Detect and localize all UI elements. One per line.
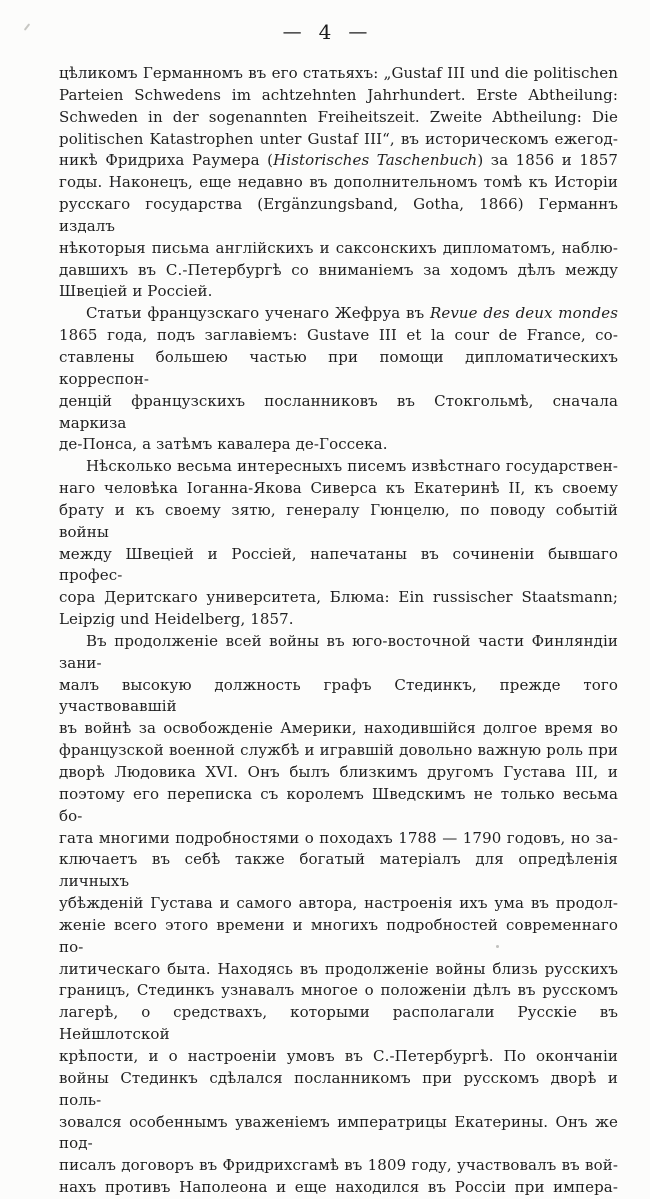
text-line: Parteien Schwedens im achtzehnten Jahrhundert. Erste Abtheilung:	[59, 85, 618, 104]
text-line: 1865 года, подъ заглавіемъ: Gustave III et la cour de France, со-	[59, 326, 618, 345]
text-line: между Швеціей и Россіей, напечатаны въ сочиненіи бывшаго профес-	[59, 544, 618, 585]
text-line: давшихъ въ С.-Петербургѣ со вниманіемъ за ходомъ дѣлъ между	[59, 260, 618, 279]
text-line: войны Стединкъ сдѣлался посланникомъ при русскомъ дворѣ и поль-	[59, 1068, 618, 1109]
text-line: зовался особеннымъ уваженіемъ императрицы Екатерины. Онъ же под-	[59, 1112, 618, 1153]
paragraph	[59, 456, 618, 631]
text-line: де-Понса, а затѣмъ кавалера де-Госсека.	[59, 435, 388, 454]
text-line: никѣ Фридриха Раумера (Historisches Taschenbuch) за 1856 и 1857	[59, 151, 618, 170]
page-number: 4	[318, 20, 332, 44]
text-line: ставлены большею частью при помощи дипломатическихъ корреспон-	[59, 347, 618, 388]
paragraph	[59, 63, 618, 303]
text-line: въ войнѣ за освобожденіе Америки, находившійся долгое время во	[59, 719, 618, 738]
text-line: сора Деритскаго университета, Блюма: Ein russischer Staatsmann;	[59, 588, 618, 607]
text-line: французской военной службѣ и игравшій довольно важную роль при	[59, 741, 618, 760]
text-line: Статьи французскаго ученаго Жефруа въ Revue des deux mondes	[86, 304, 618, 323]
text-line: Швеціей и Россіей.	[59, 282, 213, 301]
text-line: Schweden in der sogenannten Freiheitszeit. Zweite Abtheilung: Die	[59, 107, 618, 126]
text-line: Leipzig und Heidelberg, 1857.	[59, 610, 294, 629]
header-dash-left: —	[282, 21, 302, 43]
text-line: женіе всего этого времени и многихъ подробностей современнаго по-	[59, 915, 618, 956]
text-line: поэтому его переписка съ королемъ Шведскимъ не только весьма бо-	[59, 784, 618, 825]
paragraph	[59, 631, 618, 1199]
scan-speck	[496, 945, 499, 948]
text-line: денцій французскихъ посланниковъ въ Стокгольмѣ, сначала маркиза	[59, 391, 618, 432]
text-line: цѣликомъ Германномъ въ его статьяхъ: „Gustaf III und die politischen	[59, 64, 618, 82]
text-line: границъ, Стединкъ узнавалъ многое о положеніи дѣлъ въ русскомъ	[59, 981, 618, 1000]
text-line: Въ продолженіе всей войны въ юго-восточной части Финляндіи зани-	[59, 631, 618, 672]
paragraph	[59, 303, 618, 456]
text-line: писалъ договоръ въ Фридрихсгамѣ въ 1809 году, участвовалъ въ вой-	[59, 1156, 618, 1175]
text-line: politischen Katastrophen unter Gustaf III“, въ историческомъ ежегод-	[59, 129, 618, 148]
text-line: наго человѣка Іоганна-Якова Сиверса къ Екатеринѣ II, къ своему	[59, 479, 618, 498]
text-line: литическаго быта. Находясь въ продолженіе войны близь русскихъ	[59, 959, 618, 978]
text-line: годы. Наконецъ, еще недавно въ дополнительномъ томѣ къ Исторіи	[59, 173, 618, 192]
text-block	[59, 63, 618, 1199]
text-line: Нѣсколько весьма интересныхъ писемъ извѣстнаго государствен-	[86, 457, 618, 476]
text-line: нѣкоторыя письма англійскихъ и саксонскихъ дипломатомъ, наблю-	[59, 238, 618, 257]
text-line: малъ высокую должность графъ Стединкъ, прежде того участвовавшій	[59, 675, 618, 716]
text-line: нахъ противъ Наполеона и еще находился въ Россіи при импера-	[59, 1178, 618, 1197]
text-line: дворѣ Людовика XVI. Онъ былъ близкимъ другомъ Густава III, и	[59, 763, 618, 781]
text-line: брату и къ своему зятю, генералу Гюнцелю, по поводу событій войны	[59, 500, 618, 541]
text-line: ключаетъ въ себѣ также богатый матеріалъ для опредѣленія личныхъ	[59, 850, 618, 891]
page-header	[0, 20, 650, 44]
text-line: русскаго государства (Ergänzungsband, Gotha, 1866) Германнъ издалъ	[59, 195, 618, 235]
text-line: убѣжденій Густава и самого автора, настроенія ихъ ума въ продол-	[59, 894, 618, 913]
header-dash-right: —	[348, 21, 368, 43]
text-line: лагерѣ, о средствахъ, которыми располагали Русскіе въ Нейшлотской	[59, 1003, 618, 1044]
text-line: гата многими подробностями о походахъ 1788 — 1790 годовъ, но за-	[59, 828, 618, 847]
text-line: крѣпости, и о настроеніи умовъ въ С.-Петербургѣ. По окончаніи	[59, 1046, 618, 1065]
